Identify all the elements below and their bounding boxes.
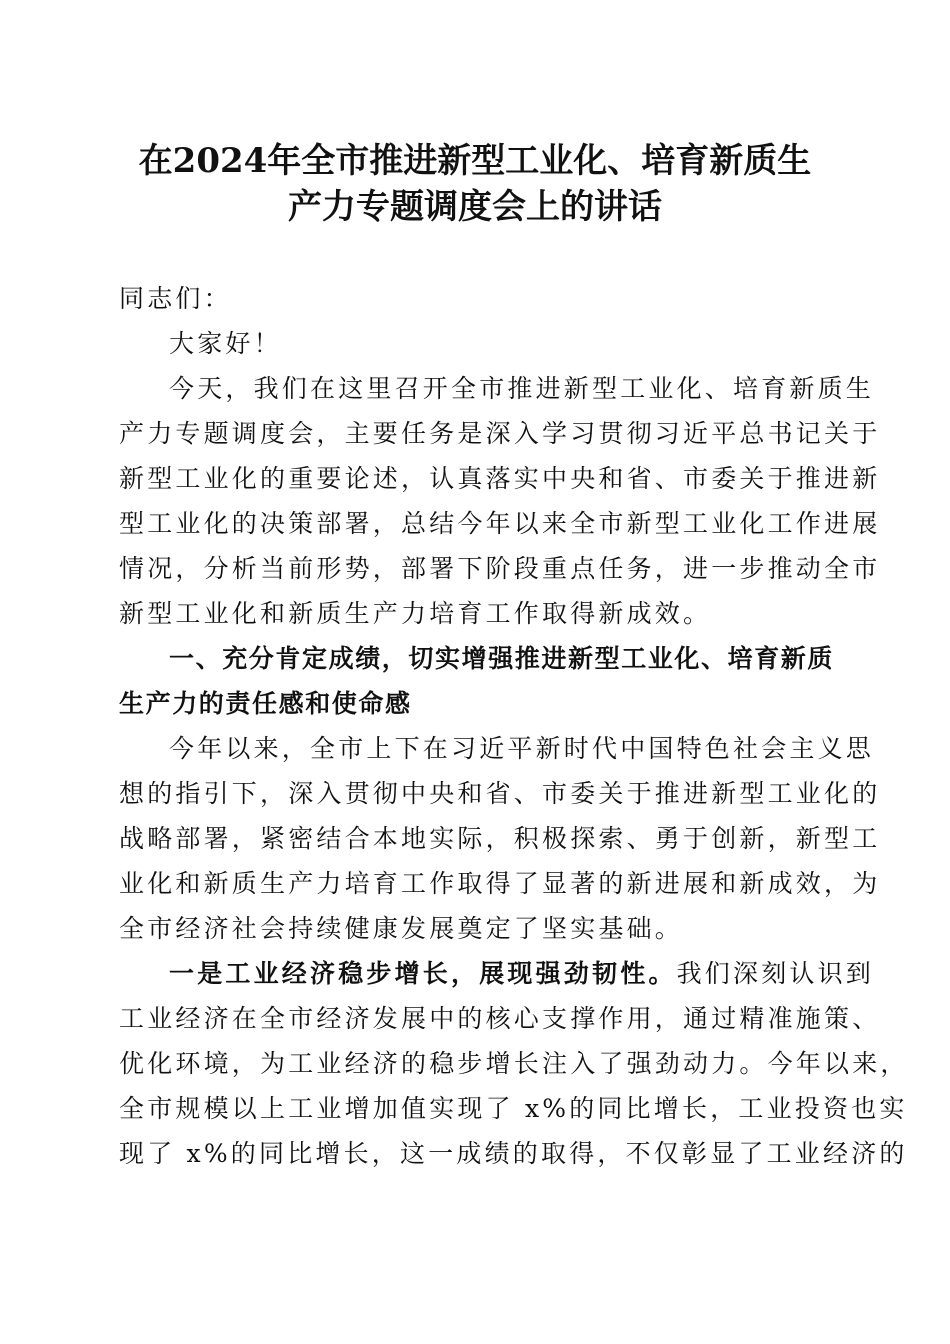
document-title-line-2: 产力专题调度会上的讲话 (288, 187, 662, 227)
point-lead-text: 一是工业经济稳步增长，展现强劲韧性。 (169, 959, 677, 988)
point-paragraph-line: 全市规模以上工业增加值实现了 x%的同比增长，工业投资也实 (119, 1094, 908, 1123)
greeting: 大家好！ (169, 329, 282, 358)
section-paragraph-line: 全市经济社会持续健康发展奠定了坚实基础。 (119, 914, 684, 943)
section-heading-line-1: 一、充分肯定成绩，切实增强推进新型工业化、培育新质 (169, 644, 835, 673)
section-heading-line-2: 生产力的责任感和使命感 (119, 689, 412, 718)
point-first-line-rest: 我们深刻认识到 (676, 959, 875, 988)
intro-line: 情况，分析当前形势，部署下阶段重点任务，进一步推动全市 (119, 554, 881, 583)
point-paragraph-line: 现了 x%的同比增长，这一成绩的取得，不仅彰显了工业经济的 (119, 1139, 908, 1168)
intro-line: 型工业化的决策部署，总结今年以来全市新型工业化工作进展 (119, 509, 881, 538)
salutation: 同志们： (119, 284, 232, 313)
document-title-line-1: 在2024年全市推进新型工业化、培育新质生 (138, 141, 812, 181)
section-paragraph-line: 业化和新质生产力培育工作取得了显著的新进展和新成效，为 (119, 869, 881, 898)
section-paragraph-line: 想的指引下，深入贯彻中央和省、市委关于推进新型工业化的 (119, 779, 881, 808)
point-paragraph-line: 工业经济在全市经济发展中的核心支撑作用，通过精准施策、 (119, 1004, 881, 1033)
intro-line: 新型工业化的重要论述，认真落实中央和省、市委关于推进新 (119, 464, 881, 493)
intro-line: 产力专题调度会，主要任务是深入学习贯彻习近平总书记关于 (119, 419, 881, 448)
intro-line: 今天，我们在这里召开全市推进新型工业化、培育新质生 (169, 374, 875, 403)
section-paragraph-line: 战略部署，紧密结合本地实际，积极探索、勇于创新，新型工 (119, 824, 881, 853)
section-paragraph-line: 今年以来，全市上下在习近平新时代中国特色社会主义思 (169, 734, 875, 763)
intro-line: 新型工业化和新质生产力培育工作取得新成效。 (119, 599, 712, 628)
point-paragraph-first-line (119, 951, 875, 996)
point-paragraph-line: 优化环境，为工业经济的稳步增长注入了强劲动力。今年以来， (119, 1049, 909, 1078)
document-body (119, 276, 909, 1176)
